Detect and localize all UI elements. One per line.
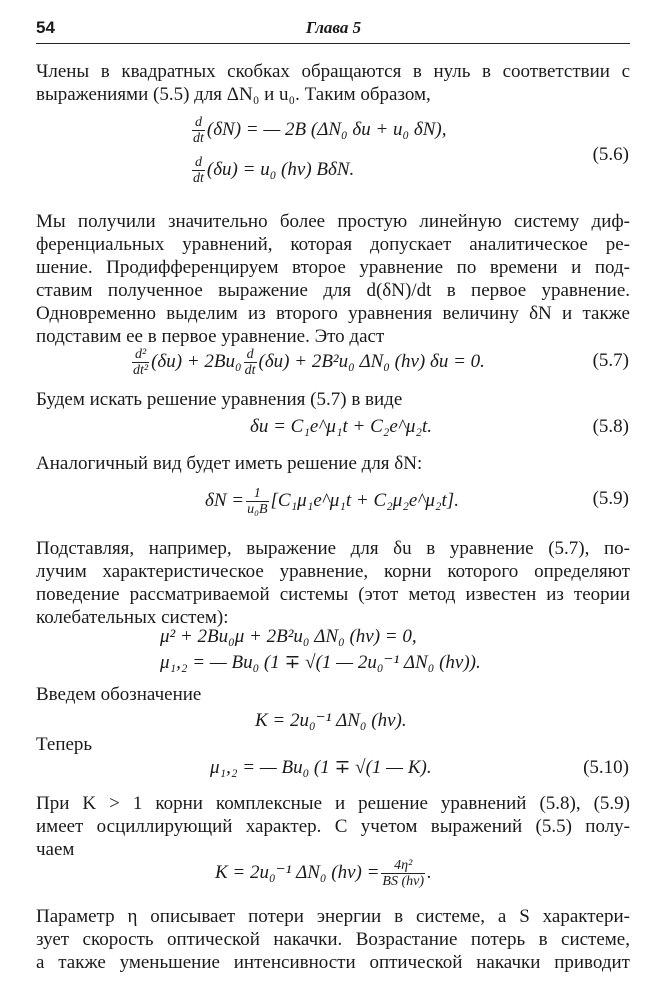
paragraph-6 [36, 683, 630, 706]
text-line: ференциальных уравнений, которая допускает аналитическое ре- [36, 234, 630, 255]
text-line: Аналогичный вид будет иметь решение для δN: [36, 453, 423, 474]
text-line: Введем обозначение [36, 684, 202, 705]
text-line: Будем искать решение уравнения (5.7) в виде [36, 389, 403, 410]
equation-number-5-10: (5.10) [583, 757, 629, 778]
text-line: имеет осциллирующий характер. С учетом выражений (5.5) полу- [36, 816, 630, 837]
text-line: Теперь [36, 734, 93, 755]
equation-5-10: μ₁,₂ = — Bu₀ (1 ∓ √(1 — K). [210, 757, 432, 778]
text-line: Одновременно выделим из второго уравнения величину δN и также [36, 303, 630, 324]
text-line: шение. Продифференцируем второе уравнение по времени и под- [36, 257, 630, 278]
chapter-title: Глава 5 [305, 18, 362, 37]
equation-5-6-line1: $\frac{d}{dt}$ (δN) = — 2B (ΔN₀ δu + u₀ δN), [193, 115, 447, 146]
derivative-fraction: $\frac{d}{dt}$ [193, 155, 204, 186]
paragraph-2 [36, 210, 630, 348]
equation-number-5-9: (5.9) [592, 488, 629, 509]
equation-5-9: δN = $\frac{1}{\text{u₀B}}$ [C₁μ₁e^μ₁t + C₂μ₂e^μ₂t]. [205, 486, 459, 517]
paragraph-5 [36, 537, 630, 629]
text-line: чаем [36, 839, 75, 860]
equation-k-expression: K = 2u₀⁻¹ ΔN₀ (hν) = $\frac{\text{4η²}}{BS (h\nu)}$ . [215, 858, 432, 889]
characteristic-equation-line1: μ² + 2Bu₀μ + 2B²u₀ ΔN₀ (hν) = 0, [160, 626, 417, 647]
derivative-fraction: $\frac{d}{dt}$ [193, 115, 204, 146]
text-line: Мы получили значительно более простую линейную систему диф- [36, 211, 630, 232]
text-line: колебательных систем): [36, 607, 229, 628]
equation-5-6-line2: $\frac{d}{dt}$ (δu) = u₀ (hν) BδN. [193, 155, 355, 186]
equation-5-7: $\frac{\text{d²}}{\text{dt²}}$ (δu) + 2Bu₀ $\frac{d}{dt}$ (δu) + 2B²u₀ ΔN₀ (hν) δu = 0. [133, 347, 485, 378]
text-line: При K > 1 корни комплексные и решение уравнений (5.8), (5.9) [36, 793, 630, 814]
text-line: Подставляя, например, выражение для δu в уравнение (5.7), по- [36, 538, 630, 559]
paragraph-3 [36, 388, 630, 411]
text-line: лучим характеристическое уравнение, корни которого определяют [36, 561, 630, 582]
equation-5-8: δu = C₁e^μ₁t + C₂e^μ₂t. [250, 416, 433, 437]
page-number: 54 [36, 18, 55, 37]
equation-number-5-6: (5.6) [592, 144, 629, 165]
text-line: выражениями (5.5) для ΔN₀ и u₀. Таким образом, [36, 84, 431, 105]
paragraph-4 [36, 452, 630, 475]
paragraph-8 [36, 792, 630, 861]
paragraph-1 [36, 60, 630, 106]
equation-number-5-8: (5.8) [592, 416, 629, 437]
text-line: а также уменьшение интенсивности оптической накачки приводит [36, 952, 630, 973]
text-line: ставим полученное выражение для d(δN)/dt в первое уравнение. [36, 280, 630, 301]
text-line: Члены в квадратных скобках обращаются в нуль в соответствии с [36, 61, 630, 82]
text-line: подставим ее в первое уравнение. Это даст [36, 326, 385, 347]
text-line: поведение рассматриваемой системы (этот метод известен из теории [36, 584, 630, 605]
characteristic-equation-line2: μ₁,₂ = — Bu₀ (1 ∓ √(1 — 2u₀⁻¹ ΔN₀ (hν)). [160, 652, 481, 673]
text-line: зует скорость оптической накачки. Возрастание потерь в системе, [36, 929, 630, 950]
equation-number-5-7: (5.7) [592, 350, 629, 371]
paragraph-7 [36, 733, 630, 756]
text-line: Параметр η описывает потери энергии в системе, а S характери- [36, 906, 630, 927]
header-rule [36, 43, 630, 44]
equation-k-definition: K = 2u₀⁻¹ ΔN₀ (hν). [255, 710, 407, 731]
paragraph-9 [36, 905, 630, 974]
